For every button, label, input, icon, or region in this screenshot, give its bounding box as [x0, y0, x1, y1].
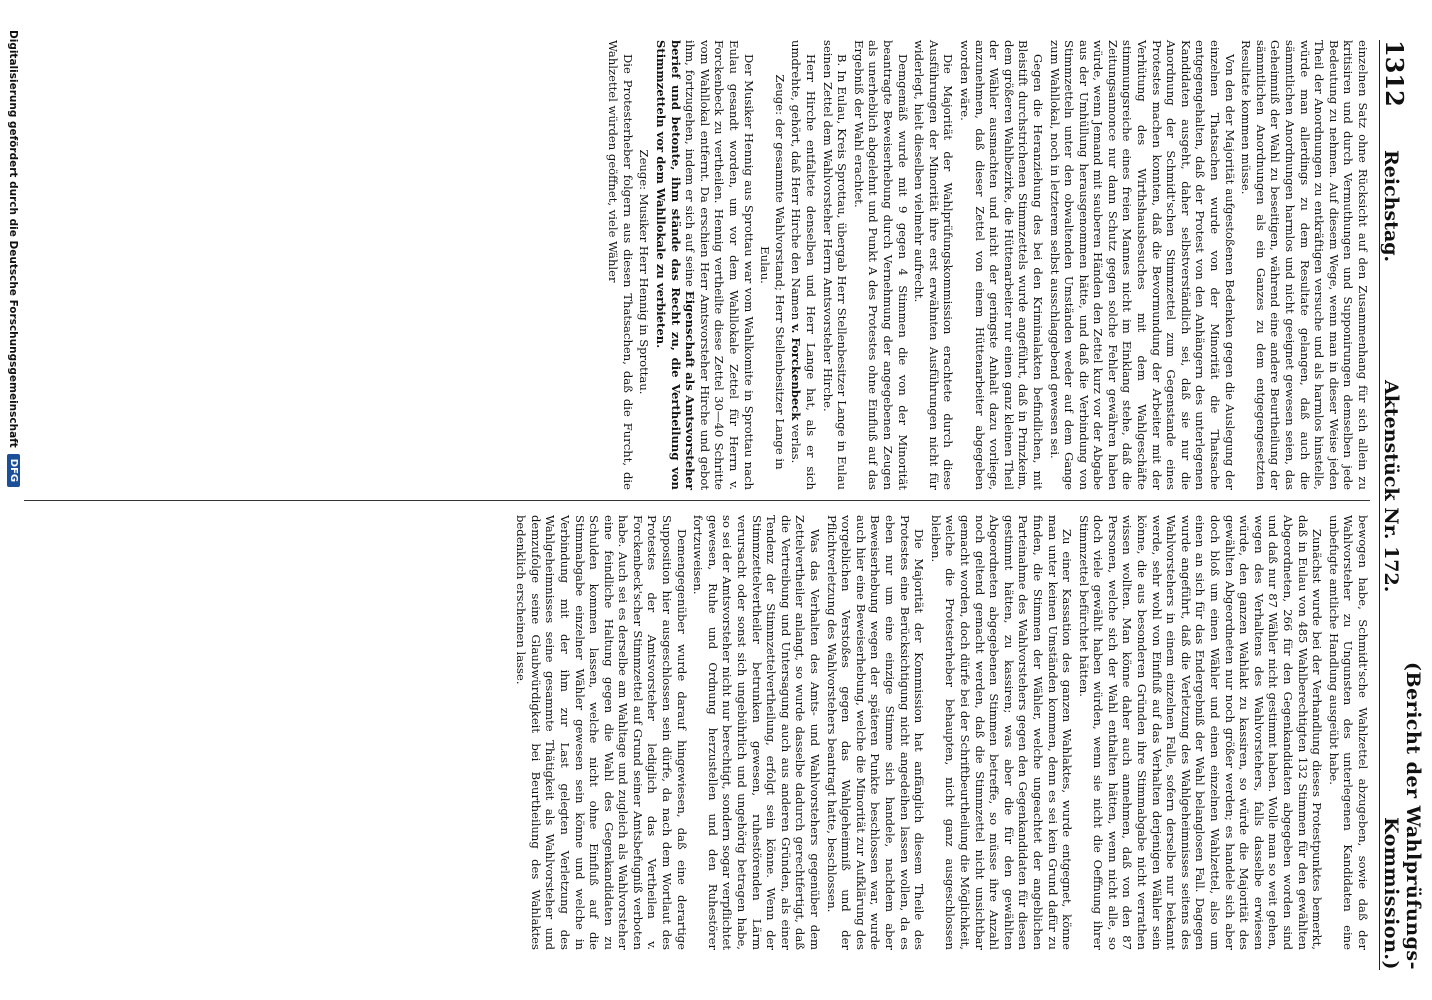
paragraph: Demgemäß wurde mit 9 gegen 4 Stimmen die von der Minorität beantragte Beweiserhebung durch Vernehmung der angegebenen Zeugen als unerheblich abgelehnt und Punkt A des Protestes ohne Einfluß auf das Ergebniß der Wahl erachtet. — [851, 40, 910, 490]
right-column — [24, 515, 1370, 950]
paragraph-text: verlas. — [789, 420, 804, 464]
running-title-right: (Bericht der Wahlprüfungs-Kommission.) — [1380, 662, 1424, 970]
paragraph: Die Majorität der Kommission hat anfänglich diesem Theile des Protestes eine Berücksichtigung nicht angedeihen lassen wollen, da es eben nur um eine einzige Stimme sich handele, nachdem aber Beweiserhebung wegen der späteren Punkte beschlossen war, wurde auch hier eine Beweiserhebung, welche die Minorität zur Aufklärung des vorgeblichen Verstoßes gegen das Wahlgeheimniß und der Pflichtverletzung des Wahlvorstehers beantragt hatte, beschlossen. — [824, 515, 927, 950]
candidate-name: v. Forckenbeck — [789, 323, 804, 421]
paragraph — [654, 40, 756, 490]
paragraph-text: Herr Hirche entfaltete denselben und Herr Lange hat, als er sich umdrehte, gehört, daß Herr Hirche den Namen — [789, 40, 819, 490]
paragraph: Die Majorität der Wahlprüfungskommission erachtete durch diese Ausführungen der Minorität ihre erst erwähnten Ausführungen nicht für widerlegt, hielt dieselben vielmehr aufrecht. — [912, 40, 956, 490]
paragraph: Zu einer Kassation des ganzen Wahlaktes, wurde entgegnet, könne man unter keinen Umständen kommen, denn es sei kein Grund dafür zu finden, die Stimmen der Wähler, welche ungeachtet der angeblichen Parteinahme des Wahlvorstehers gegen den Gegenkandidaten für diesen gestimmt hätten, zu kassiren; was aber die für den gewählten Abgeordneten abgegebenen Stimmen betreffe, so müsse ihre Anzahl noch geltend gemacht werden, daß die Stimmzettel nicht unsichtbar gemacht worden, doch dürfe bei der Schriftbeurtheilung die Möglichkeit, welche die Protesterheber behaupten, nicht ganz ausgeschlossen bleiben. — [928, 515, 1075, 950]
witness-line: Zeuge: Musiker Herr Hennig in Sprottau. — [637, 149, 652, 395]
page-header — [1379, 40, 1424, 970]
credit-text: Digitalisierung gefördert durch die Deutsche Forschungsgemeinschaft — [7, 30, 20, 448]
running-title-middle: Aktenstück Nr. 172. — [1380, 380, 1402, 593]
paragraph: Gegen die Heranziehung des bei den Kriminalakten befindlichen, mit Bleistift durchstrichenen Stimmzettels wurde angeführt, daß in Prinzkeim, dem größeren Wahlbezirke, die Hüttenarbeiter nur einen ganz kleinen Theil der Wähler ausmachten und nicht der geringste Anhalt dazu vorliege, anzunehmen, daß dieser Zettel von einem Hüttenarbeiter abgegeben worden wäre. — [957, 40, 1045, 490]
paragraph: Von den der Majorität aufgestoßenen Bedenken gegen die Auslegung der einzelnen Thatsachen wurde von der Minorität die Thatsache entgegengehalten, daß der Protest von den Anhängern des unterlegenen Kandidaten ausgeht, daher selbstverständlich sei, daß sie nur die Anordnung der Schmidt'schen Stimmzettel zum Gegenstande eines Protestes machen konnten, daß die Bevormundung der Arbeiter mit der Verhütung des Wirthshausbesuches mit dem Wahlgeschäfte stimmungsreiche eines freien Mannes nicht im Einklang stehe, daß die Zeitungsannonce nur dann Schutz gegen solche Fehler gewähren haben würde, wenn Jemand mit sauberen Händen den Zettel kurz vor der Abgabe aus der Umhüllung herausgenommen hätte, und daß die Verbindung von Stimmzetteln unter den obwaltenden Umständen weder auf dem Gange zum Wahllokal, noch in letzterem selbst ausschlaggebend gewesen sei. — [1047, 40, 1237, 490]
dfg-logo: DFG — [7, 454, 20, 487]
section-b-intro: B. In Eulau, Kreis Sprottau, übergab Herr Stellenbesitzer Lange in Eulau seinen Zettel dem Wahlvorsteher Herrn Amtsvorsteher Hirche. — [820, 40, 850, 490]
column-divider — [24, 500, 1370, 501]
paragraph — [789, 40, 818, 490]
paragraph-text: Der Musiker Hennig aus Sprottau war vom Wahlkomite in Sprottau nach Eulau gesandt worden, um vor dem Wahllokale Zettel für Herrn v. Forckenbeck zu vertheilen. Hennig vertheilte diese Zettel 30—40 Schritte vom Wahllokal entfernt. Da erschien Herr Amtsvorsteher Hirche und gebot ihm, fortzugehen, indem er sich auf seine — [683, 40, 756, 490]
paragraph: einzelnen Satz ohne Rücksicht auf den Zusammenhang für sich allein zu kritisiren und durch Vermuthungen und Supponirungen demselben jede Bedeutung zu nehmen. Auf diesem Wege, wenn man in dieser Weise jeden Theil der Anordnungen zu entkräftigen versuche und als harmlos hinstelle, würde man allerdings zu dem Resultate gelangen, daß auch die sämmtlichen Anordnungen harmlos und nicht geeignet gewesen seien, das Geheimniß der Wahl zu beseitigen, während eine andere Beurtheilung der sämmtlichen Anordnungen als ein Ganzes zu dem entgegengesetzten Resultate kommen müsse. — [1239, 40, 1370, 490]
paragraph: Was das Verhalten des Amts- und Wahlvorstehers gegenüber dem Zettelvertheiler anlangt, so wurde dasselbe dadurch gerechtfertigt, daß die Vertreibung und Untersagung auch aus anderen Gründen, als einer Tendenz der Stimmzettelvertheilung, erfolgt sein könne. Wenn der Stimmzettelvertheiler betrunken gewesen, ruhestörenden Lärm verursacht oder sonst sich ungebührlich und ungehörig betragen habe, so sei der Amtsvorsteher nicht nur berechtigt, sondern sogar verpflichtet gewesen, Ruhe und Ordnung herzustellen und den Ruhestörer fortzuweisen. — [691, 515, 823, 950]
emphasized-text: Eigenschaft als Amtsvorsteher berief und betonte, ihm stände das Recht zu, die Vertheilung von Stimmzetteln vor dem Wahllokale zu verbieten. — [654, 40, 698, 491]
witness-line: Zeuge: der gesammte Wahlvorstand; Herr Stellenbesitzer Lange in Eulau. — [758, 74, 787, 470]
paragraph: Zunächst wurde bei der Verhandlung dieses Protestpunktes bemerkt, daß in Eulau von 485 Wahlberechtigten 132 Stimmen für den gewählten Abgeordneten, 266 für den Gegenkandidaten abgegeben worden sind und daß nur 87 Wähler nicht gestimmt haben. Wolle man so weit gehen, wegen des Verhaltens des Wahlvorstehers, falls dasselbe erwiesen würde, den ganzen Wahlakt zu kassiren, so würde die Majorität des gewählten Abgeordneten nur noch größer werden; es handele sich aber doch bloß um einen Wähler und einen einzelnen Wahlzettel, also um einen an sich für das Endergebniß der Wahl belanglosen Fall. Dagegen wurde angeführt, daß die Verletzung des Wahlgeheimnisses seitens des Wahlvorstehers in einem einzelnen Falle, sofern derselbe nur bekannt werde, sehr wohl von Einfluß auf das Verhalten derjenigen Wähler sein könne, die aus besonderen Gründen ihre Stimmabgabe nicht verrathen wissen wollten. Man könne daher auch annehmen, daß von den 87 Personen, welche sich der Wahl enthalten hätten, wenn nicht alle, so doch viele gewählt haben würden, wenn sie nicht die Oeffnung ihrer Stimmzettel befürchtet hätten. — [1076, 515, 1325, 950]
paragraph: bewogen habe, Schmidt'sche Wahlzettel abzugeben, sowie daß der Wahlvorsteher zu Ungunsten des unterlegenen Kandidaten eine unbefugte amtliche Handlung ausgeübt habe. — [1326, 515, 1370, 950]
running-title-left: Reichstag. — [1380, 150, 1402, 263]
paragraph: Demengegenüber wurde darauf hingewiesen, daß eine derartige Supposition hier ausgeschlossen sein dürfe, da nach dem Wortlaut des Protestes der Amtsvorsteher lediglich das Vertheilen v. Forckenbeck'scher Stimmzettel auf Grund seiner Amtsbefugniß verboten habe. Auch sei es derselbe am Wahltage und zugleich als Wahlvorsteher eine feindliche Haltung gegen die Wahl des Gegenkandidaten zu Schulden kommen lassen, welche nicht ohne Einfluß auf die Stimmabgabe einzelner Wähler gewesen sein könne und welche in Verbindung mit der ihm zur Last gelegten Verletzung des Wahlgeheimnisses seine gesammte Thätigkeit als Wahlvorsteher und demzufolge seine Glaubwürdigkeit bei Beurtheilung des Wahlaktes bedenklich erscheinen lasse. — [514, 515, 689, 950]
left-column — [24, 40, 1370, 490]
paragraph: Die Protesterheber folgern aus diesen Thatsachen, daß die Furcht, die Wahlzettel würden geöffnet, viele Wähler — [606, 40, 635, 490]
digitization-credit — [7, 30, 20, 790]
page-number: 1312 — [1380, 40, 1409, 107]
